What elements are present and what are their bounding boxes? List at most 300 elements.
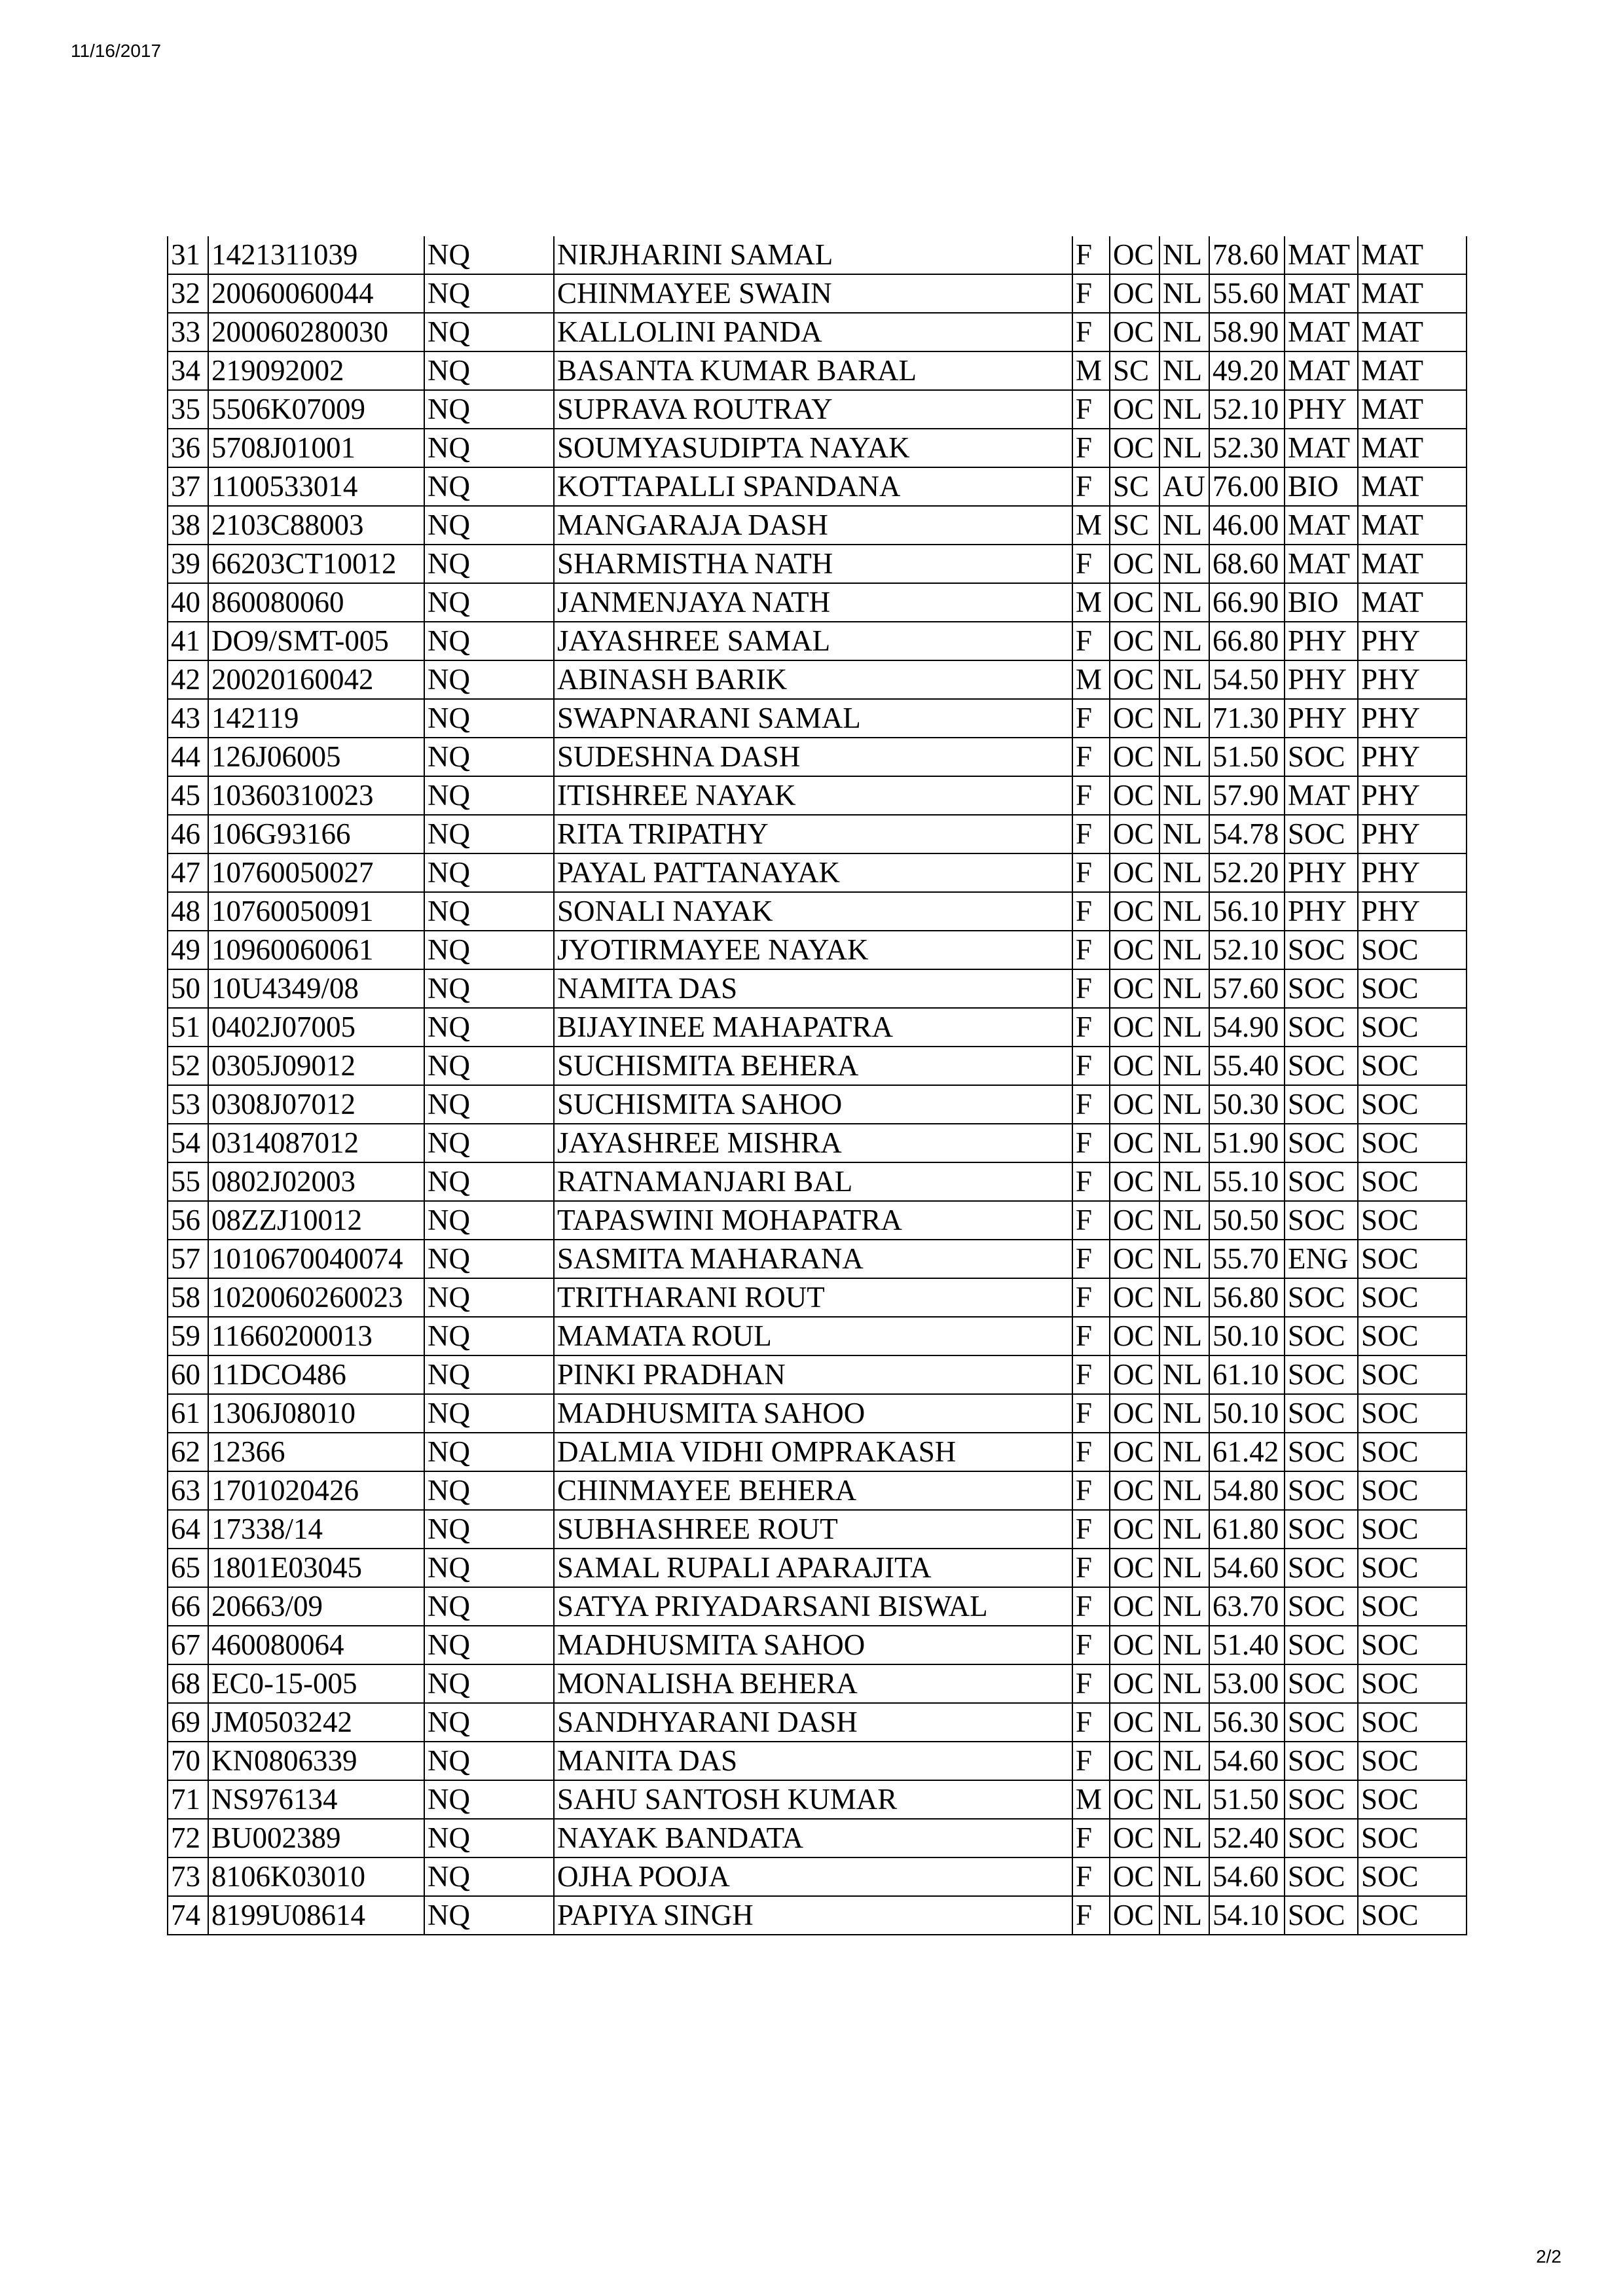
quota-cell: NQ [424, 1587, 554, 1626]
percentage-cell: 52.20 [1209, 853, 1285, 892]
subject-cell: SOC [1285, 1201, 1358, 1240]
candidate-name-cell: RATNAMANJARI BAL [554, 1162, 1072, 1201]
page-number: 2/2 [1536, 2246, 1561, 2267]
serial-no-cell: 55 [168, 1162, 208, 1201]
candidate-name-cell: SATYA PRIYADARSANI BISWAL [554, 1587, 1072, 1626]
allotted-subject-cell: PHY [1358, 738, 1467, 776]
gender-cell: F [1072, 1549, 1110, 1587]
category-cell: OC [1110, 1780, 1159, 1819]
gender-cell: F [1072, 1703, 1110, 1742]
gender-cell: F [1072, 1008, 1110, 1047]
registration-no-cell: 8199U08614 [208, 1896, 424, 1935]
gender-cell: F [1072, 467, 1110, 506]
registration-no-cell: 219092002 [208, 351, 424, 390]
percentage-cell: 61.10 [1209, 1355, 1285, 1394]
candidate-name-cell: ABINASH BARIK [554, 660, 1072, 699]
quota-cell: NQ [424, 776, 554, 815]
quota-cell: NQ [424, 1317, 554, 1355]
serial-no-cell: 71 [168, 1780, 208, 1819]
allotted-subject-cell: SOC [1358, 1742, 1467, 1780]
category-cell: SC [1110, 351, 1159, 390]
table-row [168, 274, 1467, 313]
serial-no-cell: 41 [168, 622, 208, 660]
table-row [168, 351, 1467, 390]
subject-cell: MAT [1285, 351, 1358, 390]
table-row [168, 1587, 1467, 1626]
allotted-subject-cell: PHY [1358, 776, 1467, 815]
percentage-cell: 55.60 [1209, 274, 1285, 313]
registration-no-cell: 10760050027 [208, 853, 424, 892]
percentage-cell: 54.80 [1209, 1471, 1285, 1510]
percentage-cell: 50.30 [1209, 1085, 1285, 1124]
candidate-name-cell: JAYASHREE MISHRA [554, 1124, 1072, 1162]
table-row [168, 1549, 1467, 1587]
quota-cell: NQ [424, 738, 554, 776]
category-cell: OC [1110, 776, 1159, 815]
percentage-cell: 53.00 [1209, 1664, 1285, 1703]
gender-cell: M [1072, 583, 1110, 622]
registration-no-cell: 5506K07009 [208, 390, 424, 429]
allotted-subject-cell: MAT [1358, 429, 1467, 467]
category-cell: OC [1110, 1394, 1159, 1433]
subject-cell: PHY [1285, 622, 1358, 660]
registration-no-cell: 0314087012 [208, 1124, 424, 1162]
candidate-name-cell: KALLOLINI PANDA [554, 313, 1072, 351]
allotted-subject-cell: SOC [1358, 969, 1467, 1008]
serial-no-cell: 44 [168, 738, 208, 776]
subject-cell: MAT [1285, 506, 1358, 545]
subject-cell: SOC [1285, 931, 1358, 969]
gender-cell: F [1072, 853, 1110, 892]
registration-no-cell: 2103C88003 [208, 506, 424, 545]
gender-cell: F [1072, 969, 1110, 1008]
quota-cell: NQ [424, 1240, 554, 1278]
gender-cell: F [1072, 429, 1110, 467]
table-row [168, 969, 1467, 1008]
quota-cell: NQ [424, 1085, 554, 1124]
percentage-cell: 78.60 [1209, 236, 1285, 274]
category-cell: OC [1110, 699, 1159, 738]
quota-cell: NQ [424, 660, 554, 699]
region-cell: NL [1159, 1278, 1209, 1317]
registration-no-cell: 200060280030 [208, 313, 424, 351]
candidate-name-cell: SUCHISMITA SAHOO [554, 1085, 1072, 1124]
serial-no-cell: 48 [168, 892, 208, 931]
allotted-subject-cell: MAT [1358, 274, 1467, 313]
region-cell: NL [1159, 699, 1209, 738]
serial-no-cell: 34 [168, 351, 208, 390]
category-cell: OC [1110, 969, 1159, 1008]
serial-no-cell: 61 [168, 1394, 208, 1433]
subject-cell: SOC [1285, 1510, 1358, 1549]
serial-no-cell: 54 [168, 1124, 208, 1162]
serial-no-cell: 46 [168, 815, 208, 853]
registration-no-cell: 142119 [208, 699, 424, 738]
region-cell: NL [1159, 1240, 1209, 1278]
serial-no-cell: 52 [168, 1047, 208, 1085]
candidate-name-cell: DALMIA VIDHI OMPRAKASH [554, 1433, 1072, 1471]
serial-no-cell: 62 [168, 1433, 208, 1471]
registration-no-cell: 126J06005 [208, 738, 424, 776]
quota-cell: NQ [424, 853, 554, 892]
gender-cell: F [1072, 815, 1110, 853]
quota-cell: NQ [424, 1857, 554, 1896]
region-cell: NL [1159, 351, 1209, 390]
candidate-name-cell: MAMATA ROUL [554, 1317, 1072, 1355]
candidate-table [167, 236, 1467, 1935]
candidate-name-cell: SOUMYASUDIPTA NAYAK [554, 429, 1072, 467]
candidate-name-cell: JANMENJAYA NATH [554, 583, 1072, 622]
subject-cell: SOC [1285, 1394, 1358, 1433]
allotted-subject-cell: SOC [1358, 1780, 1467, 1819]
quota-cell: NQ [424, 1819, 554, 1857]
registration-no-cell: 11660200013 [208, 1317, 424, 1355]
category-cell: OC [1110, 622, 1159, 660]
subject-cell: BIO [1285, 467, 1358, 506]
registration-no-cell: 860080060 [208, 583, 424, 622]
region-cell: NL [1159, 776, 1209, 815]
registration-no-cell: 10760050091 [208, 892, 424, 931]
percentage-cell: 54.60 [1209, 1549, 1285, 1587]
serial-no-cell: 49 [168, 931, 208, 969]
region-cell: NL [1159, 1047, 1209, 1085]
subject-cell: PHY [1285, 853, 1358, 892]
subject-cell: SOC [1285, 1819, 1358, 1857]
category-cell: OC [1110, 853, 1159, 892]
table-row [168, 1355, 1467, 1394]
region-cell: NL [1159, 1742, 1209, 1780]
category-cell: OC [1110, 1703, 1159, 1742]
category-cell: OC [1110, 660, 1159, 699]
gender-cell: F [1072, 1317, 1110, 1355]
serial-no-cell: 38 [168, 506, 208, 545]
serial-no-cell: 56 [168, 1201, 208, 1240]
table-row [168, 1819, 1467, 1857]
percentage-cell: 54.78 [1209, 815, 1285, 853]
category-cell: OC [1110, 1510, 1159, 1549]
table-row [168, 1317, 1467, 1355]
subject-cell: SOC [1285, 1471, 1358, 1510]
quota-cell: NQ [424, 1510, 554, 1549]
category-cell: OC [1110, 274, 1159, 313]
allotted-subject-cell: SOC [1358, 1317, 1467, 1355]
subject-cell: SOC [1285, 1780, 1358, 1819]
registration-no-cell: 460080064 [208, 1626, 424, 1664]
registration-no-cell: 0402J07005 [208, 1008, 424, 1047]
region-cell: NL [1159, 622, 1209, 660]
candidate-name-cell: KOTTAPALLI SPANDANA [554, 467, 1072, 506]
subject-cell: SOC [1285, 1549, 1358, 1587]
region-cell: NL [1159, 931, 1209, 969]
quota-cell: NQ [424, 1433, 554, 1471]
gender-cell: F [1072, 236, 1110, 274]
allotted-subject-cell: PHY [1358, 892, 1467, 931]
allotted-subject-cell: SOC [1358, 1085, 1467, 1124]
serial-no-cell: 47 [168, 853, 208, 892]
subject-cell: SOC [1285, 1857, 1358, 1896]
serial-no-cell: 42 [168, 660, 208, 699]
serial-no-cell: 57 [168, 1240, 208, 1278]
quota-cell: NQ [424, 931, 554, 969]
serial-no-cell: 40 [168, 583, 208, 622]
category-cell: OC [1110, 1047, 1159, 1085]
serial-no-cell: 45 [168, 776, 208, 815]
registration-no-cell: 8106K03010 [208, 1857, 424, 1896]
allotted-subject-cell: MAT [1358, 545, 1467, 583]
candidate-name-cell: SUBHASHREE ROUT [554, 1510, 1072, 1549]
allotted-subject-cell: PHY [1358, 853, 1467, 892]
category-cell: OC [1110, 236, 1159, 274]
gender-cell: F [1072, 738, 1110, 776]
quota-cell: NQ [424, 969, 554, 1008]
gender-cell: F [1072, 1626, 1110, 1664]
table-row [168, 1278, 1467, 1317]
allotted-subject-cell: SOC [1358, 1008, 1467, 1047]
subject-cell: SOC [1285, 1896, 1358, 1935]
registration-no-cell: 1020060260023 [208, 1278, 424, 1317]
candidate-name-cell: BASANTA KUMAR BARAL [554, 351, 1072, 390]
category-cell: OC [1110, 1085, 1159, 1124]
allotted-subject-cell: SOC [1358, 1510, 1467, 1549]
table-row [168, 545, 1467, 583]
percentage-cell: 51.40 [1209, 1626, 1285, 1664]
registration-no-cell: 12366 [208, 1433, 424, 1471]
serial-no-cell: 74 [168, 1896, 208, 1935]
candidate-name-cell: SANDHYARANI DASH [554, 1703, 1072, 1742]
percentage-cell: 51.50 [1209, 738, 1285, 776]
candidate-name-cell: NIRJHARINI SAMAL [554, 236, 1072, 274]
category-cell: OC [1110, 1471, 1159, 1510]
category-cell: OC [1110, 390, 1159, 429]
candidate-name-cell: JYOTIRMAYEE NAYAK [554, 931, 1072, 969]
table-row [168, 1626, 1467, 1664]
candidate-name-cell: MANGARAJA DASH [554, 506, 1072, 545]
registration-no-cell: 20060060044 [208, 274, 424, 313]
gender-cell: F [1072, 1742, 1110, 1780]
allotted-subject-cell: SOC [1358, 1626, 1467, 1664]
percentage-cell: 54.50 [1209, 660, 1285, 699]
gender-cell: F [1072, 1085, 1110, 1124]
registration-no-cell: 0305J09012 [208, 1047, 424, 1085]
region-cell: NL [1159, 1394, 1209, 1433]
quota-cell: NQ [424, 351, 554, 390]
subject-cell: PHY [1285, 892, 1358, 931]
allotted-subject-cell: PHY [1358, 660, 1467, 699]
registration-no-cell: 10U4349/08 [208, 969, 424, 1008]
region-cell: NL [1159, 1896, 1209, 1935]
quota-cell: NQ [424, 390, 554, 429]
gender-cell: F [1072, 1240, 1110, 1278]
allotted-subject-cell: MAT [1358, 583, 1467, 622]
table-row [168, 313, 1467, 351]
region-cell: NL [1159, 815, 1209, 853]
table-row [168, 1510, 1467, 1549]
subject-cell: SOC [1285, 738, 1358, 776]
subject-cell: SOC [1285, 1124, 1358, 1162]
percentage-cell: 52.30 [1209, 429, 1285, 467]
registration-no-cell: 0802J02003 [208, 1162, 424, 1201]
subject-cell: SOC [1285, 1162, 1358, 1201]
quota-cell: NQ [424, 699, 554, 738]
category-cell: OC [1110, 1240, 1159, 1278]
allotted-subject-cell: SOC [1358, 1394, 1467, 1433]
gender-cell: F [1072, 1394, 1110, 1433]
registration-no-cell: 106G93166 [208, 815, 424, 853]
percentage-cell: 58.90 [1209, 313, 1285, 351]
region-cell: NL [1159, 1510, 1209, 1549]
region-cell: NL [1159, 1124, 1209, 1162]
category-cell: OC [1110, 1355, 1159, 1394]
category-cell: OC [1110, 892, 1159, 931]
registration-no-cell: DO9/SMT-005 [208, 622, 424, 660]
percentage-cell: 49.20 [1209, 351, 1285, 390]
category-cell: OC [1110, 583, 1159, 622]
table-row [168, 467, 1467, 506]
percentage-cell: 54.60 [1209, 1857, 1285, 1896]
serial-no-cell: 31 [168, 236, 208, 274]
category-cell: OC [1110, 1008, 1159, 1047]
table-row [168, 1085, 1467, 1124]
quota-cell: NQ [424, 1201, 554, 1240]
quota-cell: NQ [424, 1626, 554, 1664]
category-cell: OC [1110, 931, 1159, 969]
allotted-subject-cell: SOC [1358, 1664, 1467, 1703]
subject-cell: BIO [1285, 583, 1358, 622]
subject-cell: ENG [1285, 1240, 1358, 1278]
table-row [168, 429, 1467, 467]
allotted-subject-cell: SOC [1358, 931, 1467, 969]
gender-cell: F [1072, 1471, 1110, 1510]
registration-no-cell: EC0-15-005 [208, 1664, 424, 1703]
candidate-name-cell: CHINMAYEE SWAIN [554, 274, 1072, 313]
allotted-subject-cell: MAT [1358, 236, 1467, 274]
quota-cell: NQ [424, 1742, 554, 1780]
category-cell: OC [1110, 1278, 1159, 1317]
region-cell: AU [1159, 467, 1209, 506]
gender-cell: M [1072, 506, 1110, 545]
subject-cell: MAT [1285, 545, 1358, 583]
subject-cell: SOC [1285, 1742, 1358, 1780]
registration-no-cell: 1701020426 [208, 1471, 424, 1510]
region-cell: NL [1159, 1703, 1209, 1742]
quota-cell: NQ [424, 583, 554, 622]
registration-no-cell: JM0503242 [208, 1703, 424, 1742]
subject-cell: MAT [1285, 274, 1358, 313]
table-row [168, 738, 1467, 776]
table-row [168, 699, 1467, 738]
table-row [168, 892, 1467, 931]
registration-no-cell: BU002389 [208, 1819, 424, 1857]
gender-cell: F [1072, 1201, 1110, 1240]
registration-no-cell: 1306J08010 [208, 1394, 424, 1433]
quota-cell: NQ [424, 892, 554, 931]
allotted-subject-cell: MAT [1358, 313, 1467, 351]
allotted-subject-cell: SOC [1358, 1857, 1467, 1896]
table-row [168, 583, 1467, 622]
percentage-cell: 68.60 [1209, 545, 1285, 583]
subject-cell: MAT [1285, 313, 1358, 351]
allotted-subject-cell: SOC [1358, 1047, 1467, 1085]
table-row [168, 1162, 1467, 1201]
table-row [168, 931, 1467, 969]
gender-cell: F [1072, 1047, 1110, 1085]
gender-cell: F [1072, 1819, 1110, 1857]
quota-cell: NQ [424, 274, 554, 313]
allotted-subject-cell: MAT [1358, 467, 1467, 506]
candidate-name-cell: PINKI PRADHAN [554, 1355, 1072, 1394]
subject-cell: PHY [1285, 699, 1358, 738]
quota-cell: NQ [424, 1703, 554, 1742]
serial-no-cell: 59 [168, 1317, 208, 1355]
quota-cell: NQ [424, 1355, 554, 1394]
gender-cell: F [1072, 274, 1110, 313]
allotted-subject-cell: SOC [1358, 1433, 1467, 1471]
candidate-name-cell: MANITA DAS [554, 1742, 1072, 1780]
percentage-cell: 71.30 [1209, 699, 1285, 738]
table-row [168, 853, 1467, 892]
category-cell: OC [1110, 1317, 1159, 1355]
region-cell: NL [1159, 1587, 1209, 1626]
table-row [168, 1896, 1467, 1935]
allotted-subject-cell: SOC [1358, 1124, 1467, 1162]
table-row [168, 1664, 1467, 1703]
gender-cell: F [1072, 1896, 1110, 1935]
serial-no-cell: 53 [168, 1085, 208, 1124]
table-body [168, 236, 1467, 1935]
serial-no-cell: 60 [168, 1355, 208, 1394]
percentage-cell: 61.42 [1209, 1433, 1285, 1471]
subject-cell: MAT [1285, 776, 1358, 815]
gender-cell: F [1072, 1162, 1110, 1201]
allotted-subject-cell: PHY [1358, 699, 1467, 738]
region-cell: NL [1159, 274, 1209, 313]
allotted-subject-cell: MAT [1358, 351, 1467, 390]
gender-cell: F [1072, 390, 1110, 429]
percentage-cell: 54.90 [1209, 1008, 1285, 1047]
region-cell: NL [1159, 313, 1209, 351]
serial-no-cell: 43 [168, 699, 208, 738]
region-cell: NL [1159, 738, 1209, 776]
region-cell: NL [1159, 1664, 1209, 1703]
gender-cell: F [1072, 545, 1110, 583]
gender-cell: F [1072, 1587, 1110, 1626]
table-row [168, 1857, 1467, 1896]
gender-cell: F [1072, 1433, 1110, 1471]
table-row [168, 1047, 1467, 1085]
quota-cell: NQ [424, 236, 554, 274]
percentage-cell: 54.10 [1209, 1896, 1285, 1935]
gender-cell: F [1072, 1664, 1110, 1703]
percentage-cell: 56.30 [1209, 1703, 1285, 1742]
category-cell: OC [1110, 1549, 1159, 1587]
allotted-subject-cell: SOC [1358, 1896, 1467, 1935]
gender-cell: F [1072, 1124, 1110, 1162]
table-row [168, 815, 1467, 853]
region-cell: NL [1159, 1162, 1209, 1201]
allotted-subject-cell: SOC [1358, 1549, 1467, 1587]
serial-no-cell: 58 [168, 1278, 208, 1317]
gender-cell: F [1072, 931, 1110, 969]
allotted-subject-cell: MAT [1358, 390, 1467, 429]
table-row [168, 776, 1467, 815]
allotted-subject-cell: SOC [1358, 1240, 1467, 1278]
subject-cell: PHY [1285, 390, 1358, 429]
category-cell: OC [1110, 1201, 1159, 1240]
quota-cell: NQ [424, 815, 554, 853]
category-cell: OC [1110, 1587, 1159, 1626]
category-cell: OC [1110, 1433, 1159, 1471]
category-cell: SC [1110, 467, 1159, 506]
